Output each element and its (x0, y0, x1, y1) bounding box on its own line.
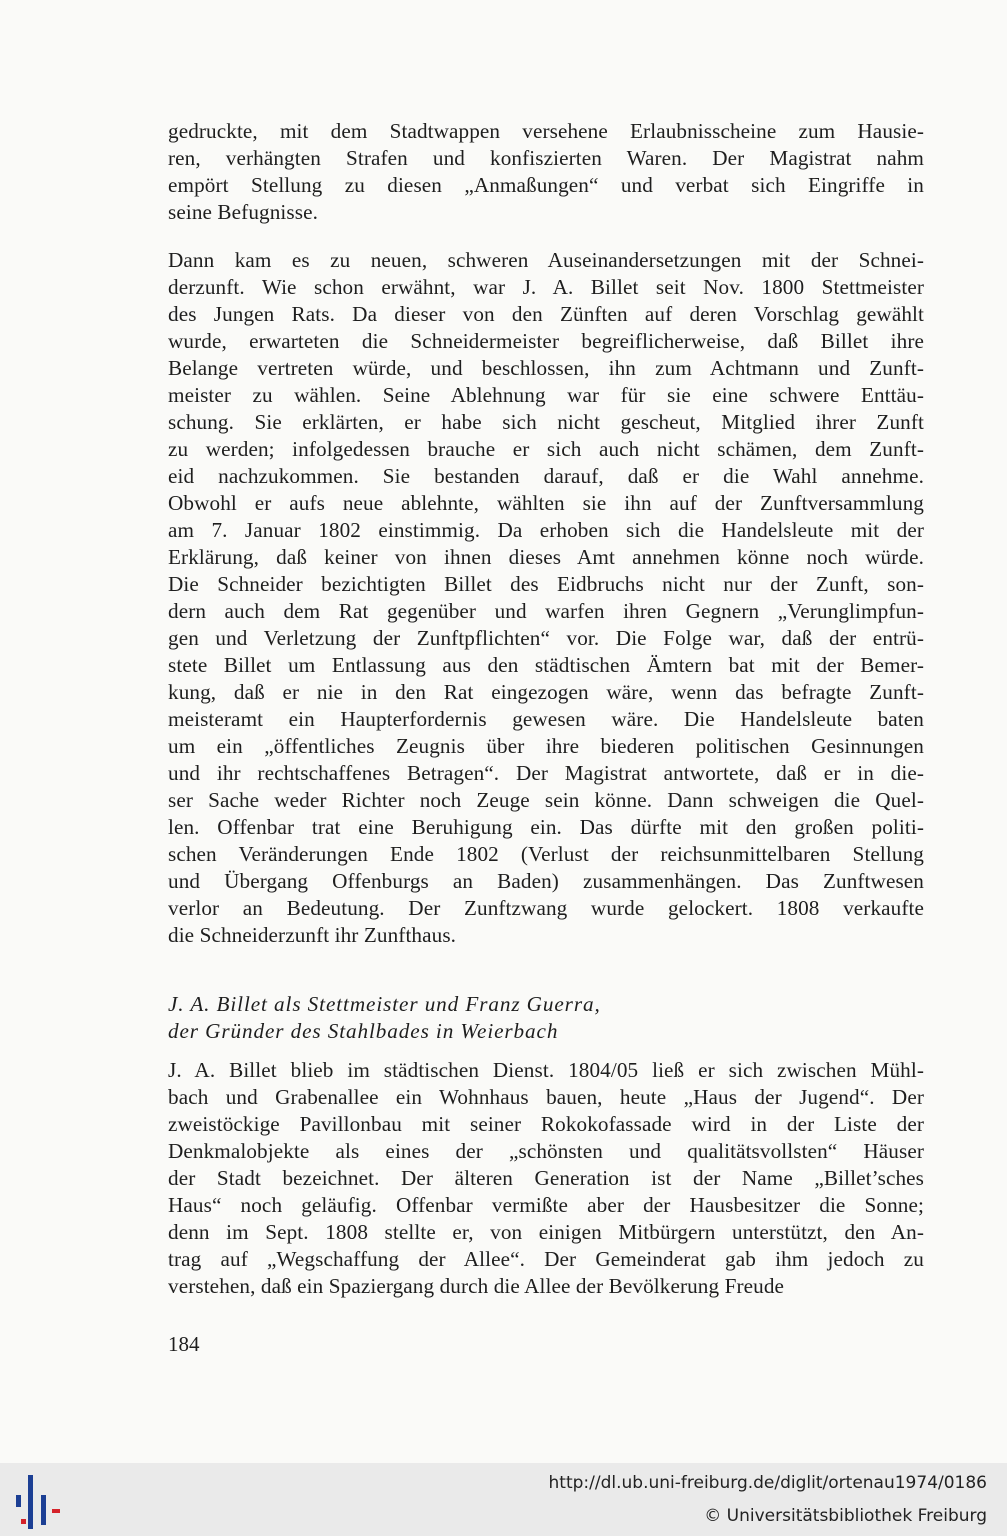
text-line: kung, daß er nie in den Rat eingezogen wäre, wenn das befragte Zunft- (168, 680, 924, 704)
text-line: schen Veränderungen Ende 1802 (Verlust der reichsunmittelbaren Stellung (168, 842, 924, 866)
text-line: verlor an Bedeutung. Der Zunftzwang wurde gelockert. 1808 verkaufte (168, 896, 924, 920)
text-line: und Übergang Offenburgs an Baden) zusammenhängen. Das Zunftwesen (168, 869, 924, 893)
text-line: schung. Sie erklärten, er habe sich nicht gescheut, Mitglied ihrer Zunft (168, 410, 924, 434)
text-line: empört Stellung zu diesen „Anmaßungen“ und verbat sich Eingriffe in (168, 173, 924, 197)
footer-url-link[interactable]: http://dl.ub.uni-freiburg.de/diglit/ortenau1974/0186 (548, 1473, 987, 1493)
text-line: seine Befugnisse. (168, 200, 318, 224)
text-line: ren, verhängten Strafen und konfiszierten Waren. Der Magistrat nahm (168, 146, 924, 170)
text-line: am 7. Januar 1802 einstimmig. Da erhoben sich die Handelsleute mit der (168, 518, 924, 542)
text-line: trag auf „Wegschaffung der Allee“. Der Gemeinderat gab ihm jedoch zu (168, 1247, 924, 1271)
text-line: gedruckte, mit dem Stadtwappen versehene Erlaubnisscheine zum Hausie- (168, 119, 924, 143)
text-line: verstehen, daß ein Spaziergang durch die Allee der Bevölkerung Freude (168, 1274, 785, 1298)
text-line: Obwohl er aufs neue ablehnte, wählten sie ihn auf der Zunftversammlung (168, 491, 924, 515)
heading-line: der Gründer des Stahlbades in Weierbach (168, 1019, 559, 1043)
text-line: derzunft. Wie schon erwähnt, war J. A. Billet seit Nov. 1800 Stettmeister (168, 275, 924, 299)
paragraph-1 (168, 118, 924, 226)
text-line: Die Schneider bezichtigten Billet des Eidbruchs nicht nur der Zunft, son- (168, 572, 924, 596)
text-line: J. A. Billet blieb im städtischen Dienst. 1804/05 ließ er sich zwischen Mühl- (168, 1058, 924, 1082)
section-heading (168, 991, 924, 1045)
page-number: 184 (168, 1332, 200, 1356)
text-line: meister zu wählen. Seine Ablehnung war für sie eine schwere Enttäu- (168, 383, 924, 407)
ub-freiburg-logo-icon (12, 1475, 64, 1529)
paragraph-2 (168, 247, 924, 949)
text-line: len. Offenbar trat eine Beruhigung ein. Das dürfte mit den großen politi- (168, 815, 924, 839)
text-line: dern auch dem Rat gegenüber und warfen ihren Gegnern „Verunglimpfun- (168, 599, 924, 623)
text-line: und ihr rechtschaffenes Betragen“. Der Magistrat antwortete, daß er in die- (168, 761, 924, 785)
logo-graphic (12, 1475, 64, 1529)
footer-copyright: © Universitätsbibliothek Freiburg (704, 1506, 987, 1526)
text-line: Dann kam es zu neuen, schweren Auseinandersetzungen mit der Schnei- (168, 248, 924, 272)
text-line: denn im Sept. 1808 stellte er, von einigen Mitbürgern unterstützt, den An- (168, 1220, 924, 1244)
text-line: wurde, erwarteten die Schneidermeister begreiflicherweise, daß Billet ihre (168, 329, 924, 353)
text-line: meisteramt ein Haupterfordernis gewesen wäre. Die Handelsleute baten (168, 707, 924, 731)
text-line: zweistöckige Pavillonbau mit seiner Rokokofassade wird in der Liste der (168, 1112, 924, 1136)
text-line: des Jungen Rats. Da dieser von den Zünften auf deren Vorschlag gewählt (168, 302, 924, 326)
text-line: Denkmalobjekte als eines der „schönsten und qualitätsvollsten“ Häuser (168, 1139, 924, 1163)
text-line: der Stadt bezeichnet. Der älteren Generation ist der Name „Billet’sches (168, 1166, 924, 1190)
text-line: Haus“ noch geläufig. Offenbar vermißte aber der Hausbesitzer die Sonne; (168, 1193, 924, 1217)
footer-bar (0, 1463, 1007, 1536)
text-line: Belange vertreten würde, und beschlossen, ihn zum Achtmann und Zunft- (168, 356, 924, 380)
text-line: ser Sache weder Richter noch Zeuge sein könne. Dann schweigen die Quel- (168, 788, 924, 812)
text-line: stete Billet um Entlassung aus den städtischen Ämtern bat mit der Bemer- (168, 653, 924, 677)
text-line: um ein „öffentliches Zeugnis über ihre biederen politischen Gesinnungen (168, 734, 924, 758)
paragraph-3 (168, 1057, 924, 1300)
text-line: eid nachzukommen. Sie bestanden darauf, daß er die Wahl annehme. (168, 464, 924, 488)
text-line: gen und Verletzung der Zunftpflichten“ vor. Die Folge war, daß der entrü- (168, 626, 924, 650)
text-line: zu werden; infolgedessen brauche er sich auch nicht schämen, dem Zunft- (168, 437, 924, 461)
text-line: bach und Grabenallee ein Wohnhaus bauen, heute „Haus der Jugend“. Der (168, 1085, 924, 1109)
heading-line: J. A. Billet als Stettmeister und Franz Guerra, (168, 992, 601, 1016)
text-line: Erklärung, daß keiner von ihnen dieses Amt annehmen könne noch würde. (168, 545, 924, 569)
text-line: die Schneiderzunft ihr Zunfthaus. (168, 923, 457, 947)
